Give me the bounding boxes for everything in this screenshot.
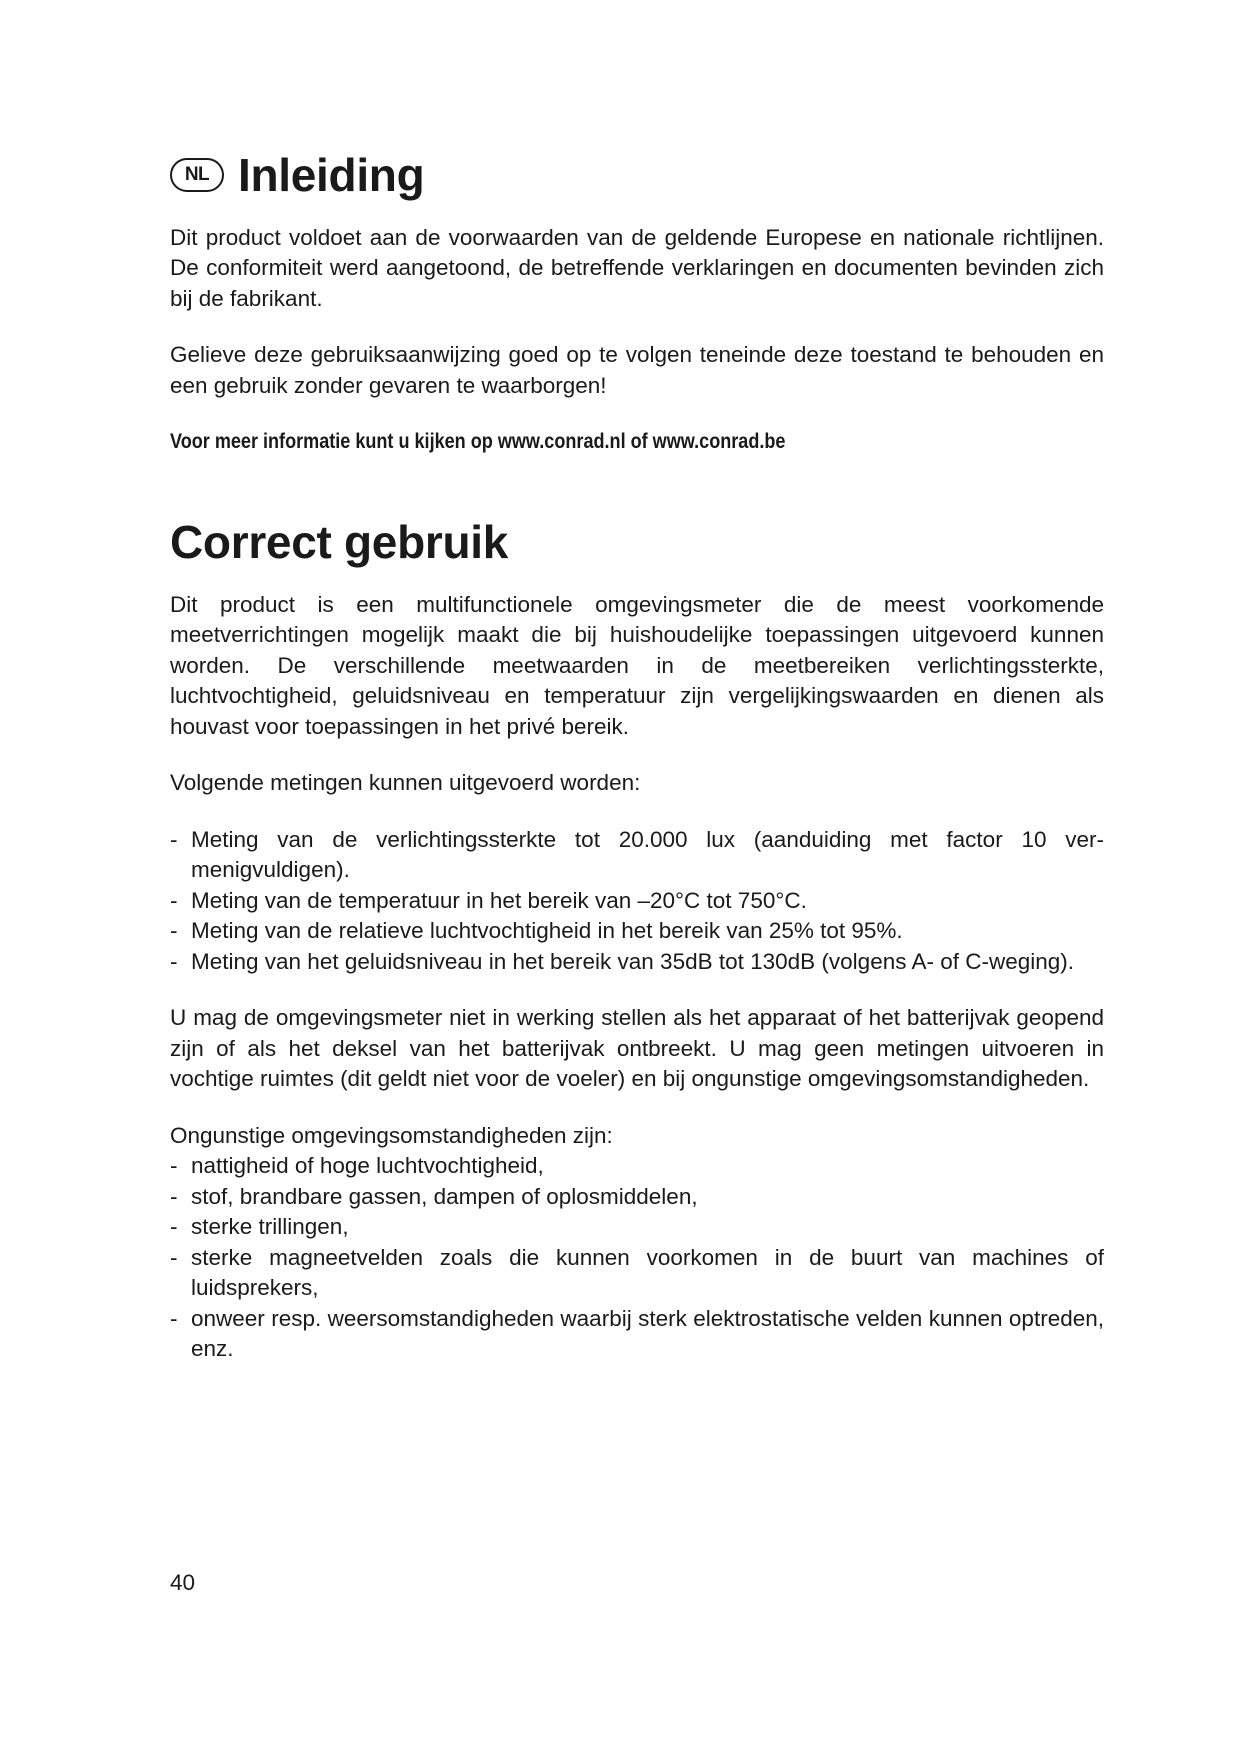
list-item: - sterke trillingen, bbox=[170, 1212, 1104, 1243]
list-item: - sterke magneetvelden zoals die kunnen voorkomen in de buurt van machines of luidsprekers, bbox=[170, 1243, 1104, 1304]
section-inleiding-header bbox=[170, 150, 1104, 201]
paragraph-instructions: Gelieve deze gebruiksaanwijzing goed op te volgen teneinde deze toestand te behouden en een gebruik zonder gevaren te waarborgen! bbox=[170, 342, 1104, 398]
section-title-correct-gebruik: Correct gebruik bbox=[170, 516, 509, 569]
page-number: 40 bbox=[170, 1570, 196, 1595]
conditions-heading: Ongunstige omgevingsomstandigheden zijn: bbox=[170, 1122, 613, 1148]
paragraph-warning: U mag de omgevingsmeter niet in werking stellen als het apparaat of het batterijvak geopend zijn of als het deksel van het batterijvak ontbreekt. U mag geen metingen uitvoeren in vochtige ruimtes (dit geldt niet voor de voeler) en bij ongunstige omgevingsomstandigheden. bbox=[170, 1005, 1104, 1092]
list-item: - Meting van het geluidsniveau in het bereik van 35dB tot 130dB (volgens A- of C-weging). bbox=[170, 947, 1104, 978]
language-badge-icon: NL bbox=[170, 158, 224, 192]
measurements-list bbox=[170, 825, 1104, 978]
measurements-heading: Volgende metingen kunnen uitgevoerd worden: bbox=[170, 770, 641, 796]
list-item: - nattigheid of hoge luchtvochtigheid, bbox=[170, 1151, 1104, 1182]
list-item: - Meting van de verlichtingssterkte tot 20.000 lux (aanduiding met factor 10 vermenigvuldigen). bbox=[170, 825, 1104, 886]
list-item: - Meting van de temperatuur in het bereik van –20°C tot 750°C. bbox=[170, 886, 1104, 917]
conditions-list bbox=[170, 1151, 1104, 1365]
list-item: - onweer resp. weersomstandigheden waarbij sterk elektrostatische velden kunnen optreden, enz. bbox=[170, 1304, 1104, 1365]
info-line: Voor meer informatie kunt u kijken op www.conrad.nl of www.conrad.be bbox=[170, 430, 786, 454]
page-content bbox=[170, 150, 1104, 1365]
list-item: - Meting van de relatieve luchtvochtigheid in het bereik van 25% tot 95%. bbox=[170, 916, 1104, 947]
paragraph-conformity: Dit product voldoet aan de voorwaarden van de geldende Europese en nationale richtlijnen. De conformiteit werd aangetoond, de betreffende verklaringen en documenten bevinden zich bij de fabrikant. bbox=[170, 224, 1104, 311]
section-title-inleiding: Inleiding bbox=[238, 149, 425, 201]
paragraph-intro: Dit product is een multifunctionele omgevingsmeter die de meest voorkomende meetverrichtingen mogelijk maakt die bij huishoudelijke toepassingen uitgevoerd kunnen worden. De verschillende meetwaarden in de meetbereiken verlichtingssterkte, luchtvochtigheid, geluidsniveau en temperatuur zijn vergelijkingswaarden en dienen als houvast voor toepassingen in het privé bereik. bbox=[170, 591, 1104, 739]
list-item: - stof, brandbare gassen, dampen of oplosmiddelen, bbox=[170, 1182, 1104, 1213]
